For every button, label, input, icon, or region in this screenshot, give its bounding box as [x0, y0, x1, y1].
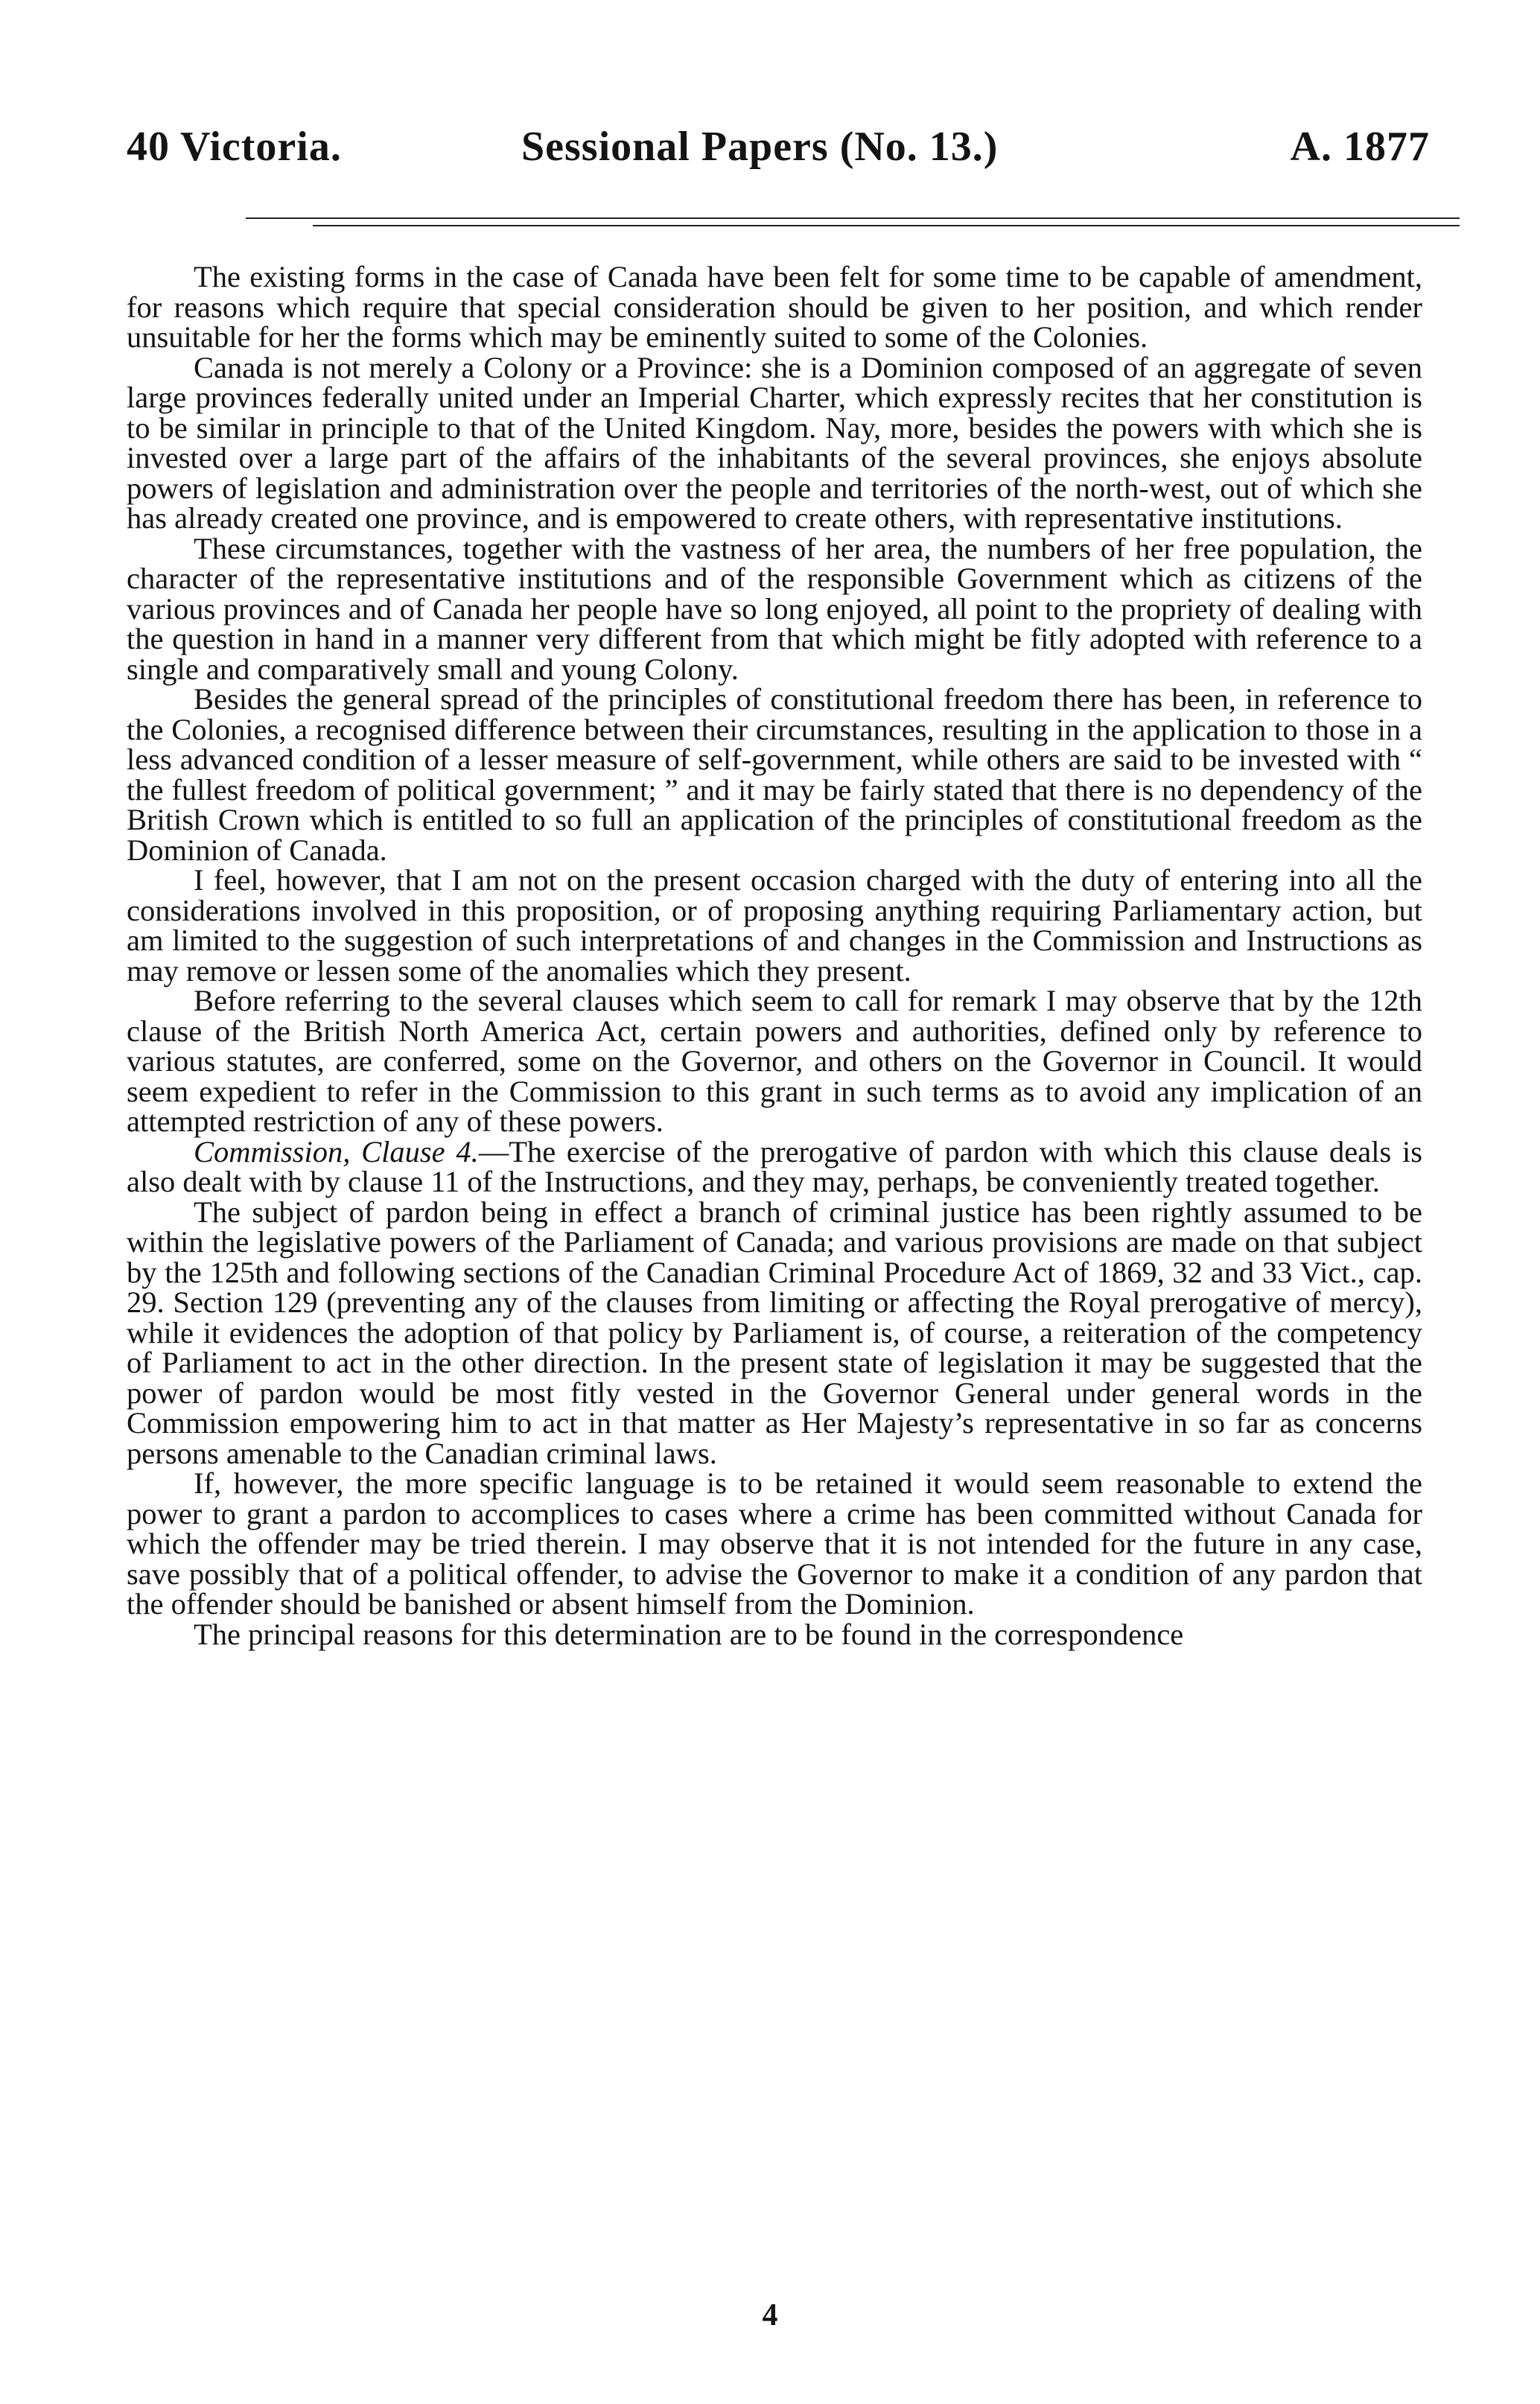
header-regnal-year: 40 Victoria.	[127, 124, 342, 170]
running-header	[127, 123, 1445, 182]
paragraph-principal-reasons: The principal reasons for this determination are to be found in the correspondence	[194, 1617, 1184, 1651]
body-text	[127, 262, 1422, 1650]
paragraph-constitutional-freedom: Besides the general spread of the principles of constitutional freedom there has been, in reference to the Colonies, a recognised difference between their circumstances, resulting in the application to those in a less advanced condition of a lesser measure of self-government, while others are said to be invested with “ the fullest freedom of political government; ” and it may be fairly stated that there is no dependency of the British Crown which is entitled to so full an application of the principles of constitutional freedom as the Dominion of Canada.	[127, 682, 1422, 867]
header-rule-upper	[246, 217, 1460, 219]
paragraph-commission-clause-4: Commission, Clause 4.—The exercise of the prerogative of pardon with which this clause deals is also dealt with by clause 11 of the Instructions, and they may, perhaps, be conveniently treated together.	[127, 1134, 1422, 1198]
header-rule-lower	[313, 225, 1460, 226]
paragraph-dominion-status: Canada is not merely a Colony or a Province: she is a Dominion composed of an aggregate of seven large provinces federally united under an Imperial Charter, which expressly recites that her constitution is to be similar in principle to that of the United Kingdom. Nay, more, besides the powers with which she is invested over a large part of the affairs of the inhabitants of the several provinces, she enjoys absolute powers of legislation and administration over the people and territories of the north-west, out of which she has already created one province, and is empowered to create others, with representative institutions.	[127, 350, 1422, 535]
paragraph-existing-forms: The existing forms in the case of Canada have been felt for some time to be capable of amendment, for reasons which require that special consideration should be given to her position, and which render unsuitable for her the forms which may be eminently suited to some of the Colonies.	[127, 260, 1422, 354]
paragraph-specific-language: If, however, the more specific language is to be retained it would seem reasonable to extend the power to grant a pardon to accomplices to cases where a crime has been committed without Canada for which the offender may be tried therein. I may observe that it is not intended for the future in any case, save possibly that of a political offender, to advise the Governor to make it a condition of any pardon that the offender should be banished or absent himself from the Dominion.	[127, 1466, 1422, 1621]
clause-heading: Commission, Clause 4.	[194, 1134, 479, 1168]
header-sessional-papers: Sessional Papers (No. 13.)	[521, 124, 999, 170]
page-number: 4	[762, 2298, 778, 2333]
paragraph-scope: I feel, however, that I am not on the present occasion charged with the duty of entering into all the considerations involved in this proposition, or of proposing anything requiring Parliamentary action, but am limited to the suggestion of such interpretations of and changes in the Commission and Instructions as may remove or lessen some of the anomalies which they present.	[127, 863, 1422, 988]
paragraph-pardon: The subject of pardon being in effect a branch of criminal justice has been rightly assumed to be within the legislative powers of the Parliament of Canada; and various provisions are made on that subject by the 125th and following sections of the Canadian Criminal Procedure Act of 1869, 32 and 33 Vict., cap. 29. Section 129 (preventing any of the clauses from limiting or affecting the Royal prerogative of mercy), while it evidences the adoption of that policy by Parliament is, of course, a reiteration of the competency of Parliament to act in the other direction. In the present state of legislation it may be suggested that the power of pardon would be most fitly vested in the Governor General under general words in the Commission empowering him to act in that matter as Her Majesty’s representative in so far as concerns persons amenable to the Canadian criminal laws.	[127, 1195, 1422, 1470]
paragraph-circumstances: These circumstances, together with the vastness of her area, the numbers of her free population, the character of the representative institutions and of the responsible Government which as citizens of the various provinces and of Canada her people have so long enjoyed, all point to the propriety of dealing with the question in hand in a manner very different from that which might be fitly adopted with reference to a single and comparatively small and young Colony.	[127, 531, 1422, 686]
paragraph-bna-act: Before referring to the several clauses which seem to call for remark I may observe that by the 12th clause of the British North America Act, certain powers and authorities, defined only by reference to various statutes, are conferred, some on the Governor, and others on the Governor in Council. It would seem expedient to refer in the Commission to this grant in such terms as to avoid any implication of an attempted restriction of any of these powers.	[127, 984, 1422, 1138]
header-year: A. 1877	[1290, 124, 1430, 170]
